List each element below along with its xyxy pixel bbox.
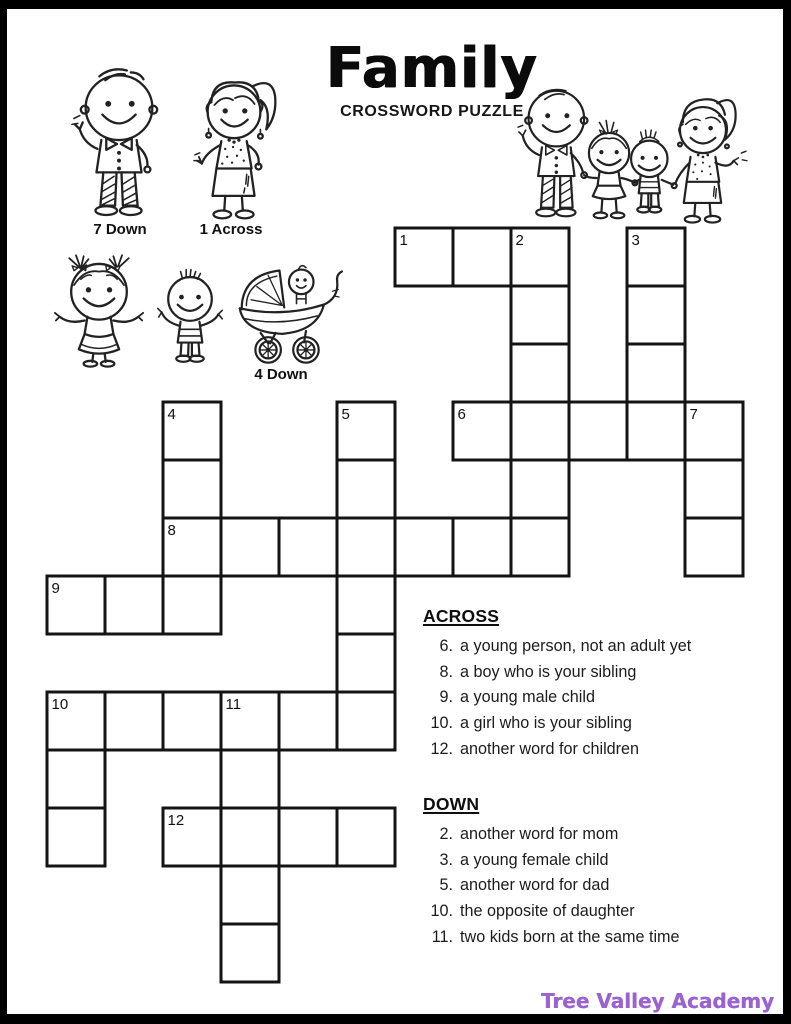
grid-cell-number: 12	[167, 812, 185, 829]
clue-text: another word for children	[460, 739, 640, 758]
grid-cell	[453, 518, 511, 576]
grid-cell	[337, 576, 395, 634]
grid-cell	[47, 750, 105, 808]
clue-number: 11.	[431, 927, 453, 946]
grid-cell	[221, 866, 279, 924]
grid-cell	[337, 692, 395, 750]
baby-figure-label: 4 Down	[254, 366, 308, 383]
grid-cell	[221, 518, 279, 576]
grid-cell-number: 9	[51, 580, 60, 597]
mom-figure-label: 1 Across	[199, 221, 263, 238]
clue-number: 2.	[439, 825, 453, 843]
grid-cell	[163, 460, 221, 518]
grid-cell	[337, 518, 395, 576]
clue-text: a young female child	[460, 850, 609, 869]
grid-cell	[47, 808, 105, 866]
grid-cell	[163, 692, 221, 750]
grid-cell	[627, 286, 685, 344]
clue-text: a young male child	[460, 688, 595, 707]
grid-cell-number: 2	[515, 232, 524, 249]
grid-cell	[279, 692, 337, 750]
grid-cell-number: 11	[225, 696, 242, 713]
grid-cell-number: 1	[399, 232, 408, 249]
grid-cell	[221, 924, 279, 982]
clue-text: two kids born at the same time	[460, 927, 680, 946]
clue-number: 12.	[430, 739, 453, 758]
grid-cell	[511, 344, 569, 402]
down-heading: DOWN	[423, 794, 480, 814]
brand-text: Tree Valley Academy	[540, 989, 774, 1013]
clue-number: 10.	[430, 714, 453, 733]
clue-number: 10.	[430, 902, 453, 921]
grid-cell-number: 3	[631, 232, 640, 249]
clue-number: 5.	[439, 876, 453, 895]
grid-cell-number: 7	[689, 406, 698, 423]
clue-text: another word for mom	[460, 825, 619, 843]
dad-figure-label: 7 Down	[93, 221, 147, 238]
grid-cell	[685, 518, 743, 576]
grid-cell	[337, 634, 395, 692]
clue-text: the opposite of daughter	[460, 902, 635, 921]
grid-cell	[395, 518, 453, 576]
grid-cell	[221, 750, 279, 808]
clue-text: a boy who is your sibling	[460, 662, 637, 681]
clue-number: 8.	[439, 662, 453, 681]
grid-cell	[511, 402, 569, 460]
clue-number: 3.	[439, 850, 453, 869]
clue-number: 9.	[439, 688, 453, 707]
clue-number: 6.	[439, 637, 453, 655]
grid-cell	[105, 692, 163, 750]
grid-cell	[279, 808, 337, 866]
across-heading: ACROSS	[423, 606, 500, 626]
grid-cell	[627, 344, 685, 402]
grid-cell	[453, 228, 511, 286]
page-title: Family	[325, 36, 538, 101]
clue-text: a young person, not an adult yet	[460, 637, 692, 655]
grid-cell-number: 10	[51, 696, 69, 713]
grid-cell	[569, 402, 627, 460]
grid-cell-number: 8	[167, 522, 176, 539]
grid-cell	[163, 576, 221, 634]
page-subtitle: CROSSWORD PUZZLE	[340, 103, 524, 121]
grid-cell	[685, 460, 743, 518]
grid-cell-number: 6	[457, 406, 466, 423]
grid-cell	[511, 286, 569, 344]
grid-cell	[279, 518, 337, 576]
grid-cell	[627, 402, 685, 460]
grid-cell-number: 5	[341, 406, 350, 423]
clue-text: a girl who is your sibling	[460, 714, 632, 733]
grid-cell-number: 4	[167, 406, 176, 423]
grid-cell	[337, 460, 395, 518]
grid-cell	[511, 460, 569, 518]
grid-cell	[511, 518, 569, 576]
grid-cell	[221, 808, 279, 866]
clue-text: another word for dad	[460, 876, 610, 895]
grid-cell	[105, 576, 163, 634]
grid-cell	[337, 808, 395, 866]
